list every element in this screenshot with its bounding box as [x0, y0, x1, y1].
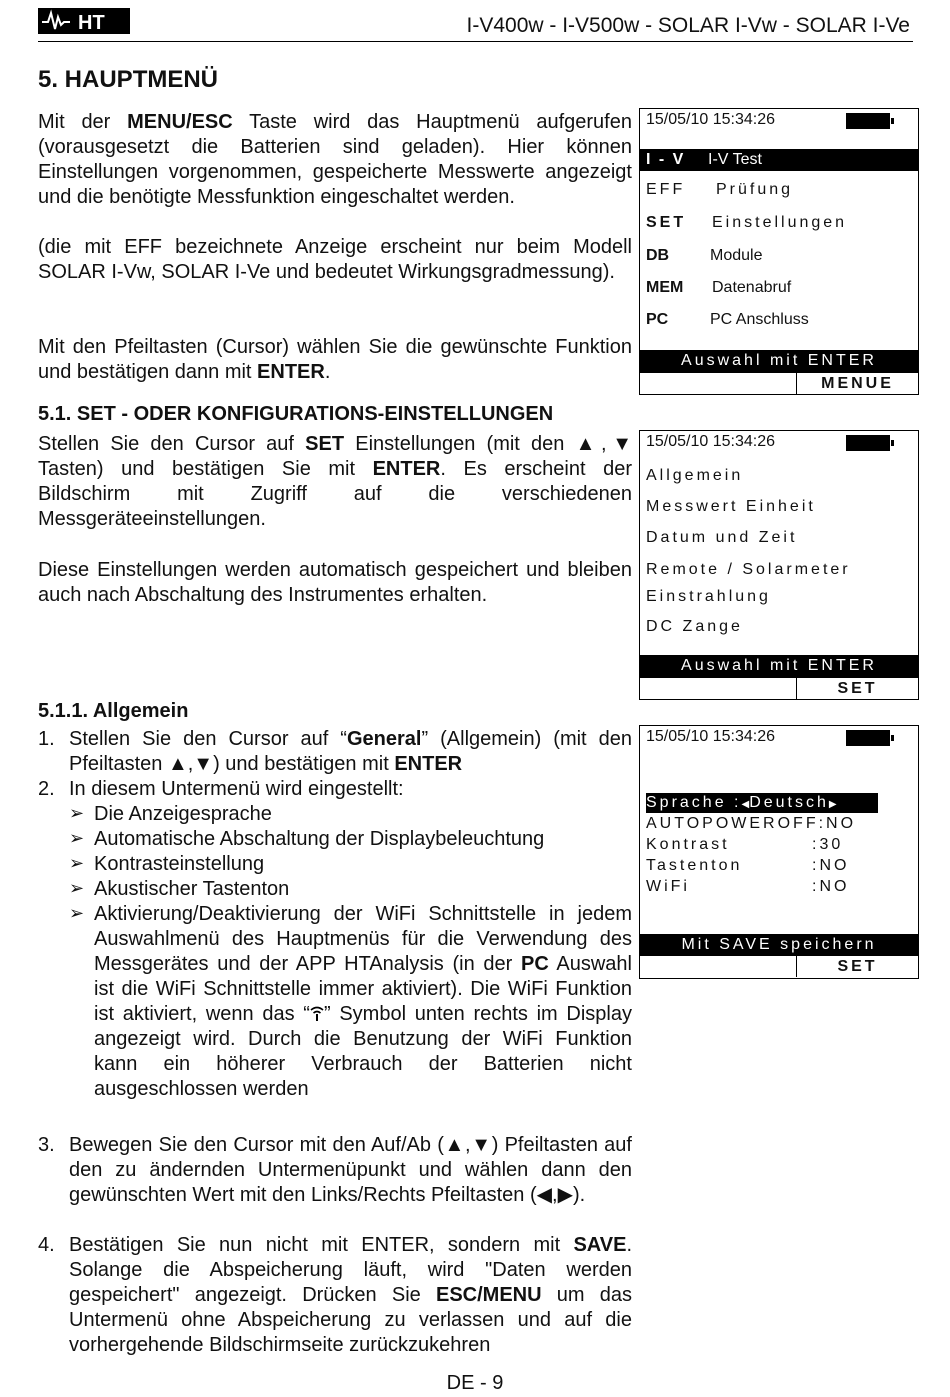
setting-row-wifi[interactable]: WiFi — [646, 878, 690, 895]
paragraph-eff-note: (die mit EFF bezeichnete Anzeige erscheint nur beim Modell SOLAR I-Vw, SOLAR I-Ve und bedeutet Wirkungsgradmessung). — [38, 236, 632, 283]
paragraph-main-menu: Mit der MENU/ESC Taste wird das Hauptmenü aufgerufen (vorausgesetzt die Batterien sind geladen). Hier können Einstellungen vorgenommen, gespeicherte Messwerte angezeigt und die benötigte Messfunktion eingeschaltet werden. — [38, 111, 632, 208]
menu-item-eff[interactable]: EFF Prüfung — [646, 181, 794, 198]
battery-icon — [846, 435, 890, 451]
settings-item-allgemein[interactable]: Allgemein — [646, 467, 744, 484]
bullet-item: Kontrasteinstellung — [94, 853, 265, 875]
screen-main-menu — [639, 108, 919, 395]
screen-footer — [640, 677, 918, 699]
list-number: 1. — [38, 728, 55, 750]
menu-item-pc[interactable]: PC PC Anschluss — [646, 311, 809, 328]
header-divider — [38, 41, 913, 42]
softkey-label[interactable]: SET — [837, 958, 878, 975]
screen-general — [639, 725, 919, 979]
bullet-item: Die Anzeigesprache — [94, 803, 272, 825]
settings-item-remote[interactable]: Remote / Solarmeter — [646, 561, 851, 578]
section-heading-5-1: 5.1. SET - ODER KONFIGURATIONS-EINSTELLUNGEN — [38, 403, 554, 425]
arrow-bullet-icon: ➢ — [69, 803, 85, 823]
bullet-item: Akustischer Tastenton — [94, 878, 290, 900]
setting-value-tastenton[interactable]: :NO — [812, 857, 850, 874]
ht-logo — [38, 8, 130, 34]
screen-status-bar: Auswahl mit ENTER — [640, 350, 918, 372]
settings-item-datum[interactable]: Datum und Zeit — [646, 529, 798, 546]
list-number: 3. — [38, 1134, 55, 1156]
settings-item-messwert[interactable]: Messwert Einheit — [646, 498, 816, 515]
list-item-4: Bestätigen Sie nun nicht mit ENTER, sondern mit SAVE. Solange die Abspeicherung läuft, wird "Daten werden gespeichert" angezeigt. Drücken Sie ESC/MENU um das Untermenü ohne Abspeicherung zu verlassen und auf die vorhergehende Bildschirmseite zurückzukehren — [69, 1234, 632, 1356]
screen-datetime: 15/05/10 15:34:26 — [646, 728, 776, 745]
logo-text: HT — [78, 12, 105, 34]
bullet-item-wifi: Aktivierung/Deaktivierung der WiFi Schnittstelle in jedem Auswahlmenü des Hauptmenüs für die Verwendung des Messgerätes und der APP HTAnalysis (in der PC Auswahl ist die WiFi Schnittstelle immer aktiviert). Die WiFi Funktion ist aktiviert, wenn das “ ” Symbol unten rechts im Display angezeigt wird. Durch die Benutzung der WiFi Funktion kann ein höherer Verbrauch der Batterien nicht ausgeschlossen werden — [94, 903, 632, 1100]
menu-item-db[interactable]: DB Module — [646, 247, 763, 264]
screen-status-bar: Mit SAVE speichern — [640, 934, 918, 955]
menu-item-mem[interactable]: MEM Datenabruf — [646, 279, 792, 296]
setting-row-tastenton[interactable]: Tastenton — [646, 857, 743, 874]
list-item-2: In diesem Untermenü wird eingestellt: — [69, 778, 404, 800]
softkey-label[interactable]: MENUE — [821, 375, 894, 392]
screen-settings — [639, 430, 919, 700]
setting-value-wifi[interactable]: :NO — [812, 878, 850, 895]
arrow-bullet-icon: ➢ — [69, 828, 85, 848]
arrow-bullet-icon: ➢ — [69, 903, 85, 923]
document-title: I-V400w - I-V500w - SOLAR I-Vw - SOLAR I-Ve — [466, 14, 910, 37]
chevron-left-icon[interactable]: ◀ — [741, 799, 750, 810]
setting-row-kontrast[interactable]: Kontrast — [646, 836, 730, 853]
wifi-icon — [310, 1006, 324, 1022]
menu-item-set[interactable]: SET Einstellungen — [646, 214, 848, 231]
screen-status-bar: Auswahl mit ENTER — [640, 655, 918, 677]
list-item-1: Stellen Sie den Cursor auf “General” (Allgemein) (mit den Pfeiltasten ▲,▼) und bestätigen mit ENTER — [69, 728, 632, 775]
section-heading-5-1-1: 5.1.1. Allgemein — [38, 700, 189, 722]
setting-value-kontrast[interactable]: :30 — [812, 836, 844, 853]
section-heading-5: 5. HAUPTMENÜ — [38, 66, 219, 93]
screen-datetime: 15/05/10 15:34:26 — [646, 111, 776, 128]
paragraph-cursor: Mit den Pfeiltasten (Cursor) wählen Sie die gewünschte Funktion und bestätigen dann mit ENTER. — [38, 336, 632, 383]
softkey-label[interactable]: SET — [837, 680, 878, 697]
paragraph-set: Stellen Sie den Cursor auf SET Einstellungen (mit den ▲,▼ Tasten) und bestätigen Sie mit ENTER. Es erscheint der Bildschirm mit Zugriff auf die verschiedenen Messgeräteeinstellungen. — [38, 433, 633, 530]
list-number: 4. — [38, 1234, 55, 1256]
list-number: 2. — [38, 778, 55, 800]
bullet-item: Automatische Abschaltung der Displaybeleuchtung — [94, 828, 545, 850]
battery-icon — [846, 730, 890, 746]
page-number: DE - 9 — [446, 1372, 504, 1394]
chevron-right-icon[interactable]: ▶ — [828, 799, 837, 810]
arrow-bullet-icon: ➢ — [69, 878, 85, 898]
language-selector[interactable]: Sprache :◀Deutsch▶ — [646, 793, 878, 813]
settings-item-einstrahlung[interactable]: Einstrahlung — [646, 588, 771, 605]
list-item-3: Bewegen Sie den Cursor mit den Auf/Ab (▲,▼) Pfeiltasten auf den zu ändernden Untermenüpunkt und wählen dann den gewünschten Wert mit den Links/Rechts Pfeiltasten (◀,▶). — [69, 1134, 632, 1206]
paragraph-autosave: Diese Einstellungen werden automatisch gespeichert und bleiben auch nach Abschaltung des Instrumentes erhalten. — [38, 559, 632, 606]
screen-footer — [640, 955, 918, 977]
menu-item-selected[interactable]: I - V I-V Test — [640, 149, 918, 171]
screen-footer — [640, 372, 918, 394]
setting-row-autopoweroff[interactable]: AUTOPOWEROFF:NO — [646, 815, 857, 832]
screen-datetime: 15/05/10 15:34:26 — [646, 433, 776, 450]
settings-item-dc-zange[interactable]: DC Zange — [646, 618, 743, 635]
arrow-bullet-icon: ➢ — [69, 853, 85, 873]
battery-icon — [846, 113, 890, 129]
